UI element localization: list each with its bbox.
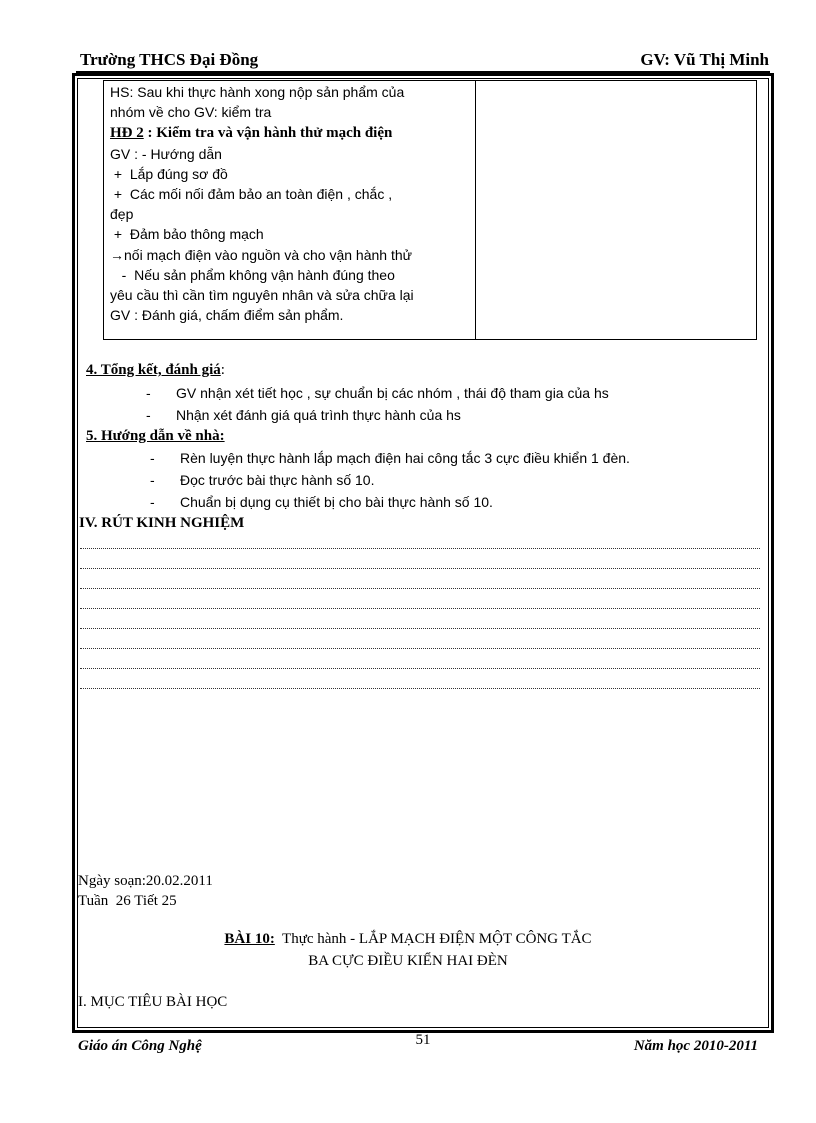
hd2-heading — [110, 122, 470, 143]
table-line: →nối mạch điện vào nguồn và cho vận hành thử — [110, 246, 413, 263]
section4-item: - GV nhận xét tiết học , sự chuẩn bị các nhóm , thái độ tham gia của hs — [146, 385, 609, 401]
notes-line — [80, 568, 760, 569]
table-line: + Đảm bảo thông mạch — [110, 226, 264, 243]
experience-title: IV. RÚT KINH NGHIỆM — [79, 515, 245, 531]
table-line: + Lắp đúng sơ đồ — [110, 165, 228, 182]
notes-line — [80, 648, 760, 649]
footer-subject: Giáo án Công Nghệ — [78, 1038, 202, 1054]
table-line: + Các mối nối đảm bảo an toàn điện , chắc , — [110, 186, 393, 203]
table-left-cell — [110, 82, 470, 325]
footer-year: Năm học 2010-2011 — [633, 1038, 758, 1054]
lesson-title-line2: BA CỰC ĐIỀU KIỂN HAI ĐÈN — [308, 953, 508, 969]
page-number: 51 — [415, 1032, 431, 1048]
section5-title: 5. Hướng dẫn về nhà: — [86, 428, 225, 444]
hd2-title: : Kiểm tra và vận hành thử mạch điện — [143, 125, 393, 142]
section5-item: - Đọc trước bài thực hành số 10. — [150, 472, 375, 488]
table-line: yêu cầu thì cần tìm nguyên nhân và sửa chữa lại — [110, 287, 414, 304]
table-line: GV : Đánh giá, chấm điểm sản phẩm. — [110, 307, 344, 324]
lesson-title-line1: BÀI 10: Thực hành - LẮP MẠCH ĐIỆN MỘT CÔNG TẮC — [224, 931, 592, 947]
table-line: - Nếu sản phẩm không vận hành đúng theo — [110, 266, 395, 283]
notes-line — [80, 608, 760, 609]
header-teacher: GV: Vũ Thị Minh — [640, 50, 769, 69]
objectives-heading: I. MỤC TIÊU BÀI HỌC — [78, 994, 228, 1010]
notes-line — [80, 548, 760, 549]
activity-table — [103, 80, 757, 340]
table-column-divider — [475, 81, 476, 339]
header-school: Trường THCS Đại Đồng — [80, 50, 259, 69]
prep-date: Ngày soạn:20.02.2011 — [78, 873, 213, 889]
notes-line — [80, 588, 760, 589]
section4-title: 4. Tổng kết, đánh giá: — [86, 362, 225, 378]
section4-item: - Nhận xét đánh giá quá trình thực hành của hs — [146, 407, 461, 423]
section5-item: - Rèn luyện thực hành lắp mạch điện hai công tắc 3 cực điều khiển 1 đèn. — [150, 450, 630, 466]
week-period: Tuần 26 Tiết 25 — [78, 893, 177, 909]
notes-line — [80, 688, 760, 689]
table-line: HS: Sau khi thực hành xong nộp sản phẩm của — [110, 84, 405, 100]
section5-item: - Chuẩn bị dụng cụ thiết bị cho bài thực hành số 10. — [150, 494, 493, 510]
hd2-label: HĐ 2 — [110, 125, 144, 142]
table-line: nhóm về cho GV: kiểm tra — [110, 104, 272, 121]
table-line: GV : - Hướng dẫn — [110, 145, 222, 162]
table-line: đẹp — [110, 206, 134, 223]
notes-line — [80, 628, 760, 629]
notes-line — [80, 668, 760, 669]
